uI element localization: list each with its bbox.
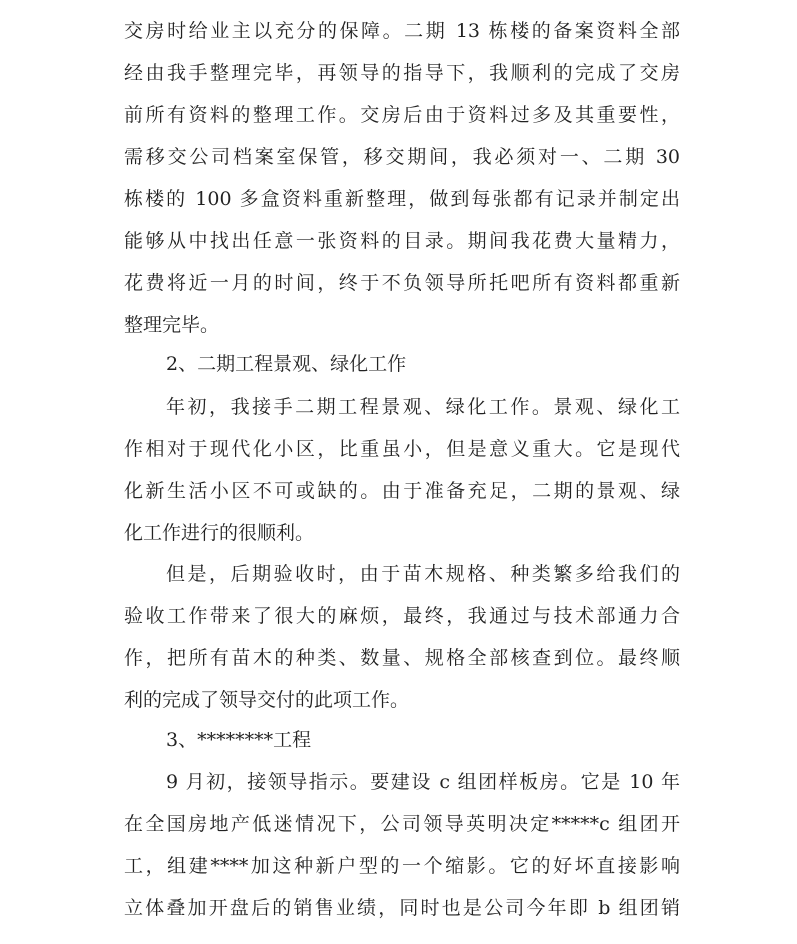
text-line: 需移交公司档案室保管，移交期间，我必须对一、二期 30 — [124, 146, 680, 168]
text-line: 但是，后期验收时，由于苗木规格、种类繁多给我们的 — [166, 563, 680, 585]
text-line: 立体叠加开盘后的销售业绩，同时也是公司今年即 b 组团销 — [124, 897, 680, 919]
text-line: 化工作进行的很顺利。 — [124, 522, 315, 544]
text-line: 利的完成了领导交付的此项工作。 — [124, 689, 410, 711]
text-line: 9 月初，接领导指示。要建设 c 组团样板房。它是 10 年 — [166, 771, 680, 793]
text-line: 作相对于现代化小区，比重虽小，但是意义重大。它是现代 — [124, 438, 680, 460]
text-line: 前所有资料的整理工作。交房后由于资料过多及其重要性， — [124, 104, 680, 126]
text-line: 作，把所有苗木的种类、数量、规格全部核查到位。最终顺 — [124, 647, 680, 669]
text-line: 经由我手整理完毕，再领导的指导下，我顺利的完成了交房 — [124, 62, 680, 84]
text-line: 化新生活小区不可或缺的。由于准备充足，二期的景观、绿 — [124, 480, 680, 502]
text-line: 年初，我接手二期工程景观、绿化工作。景观、绿化工 — [166, 396, 680, 418]
text-line: 交房时给业主以充分的保障。二期 13 栋楼的备案资料全部 — [124, 20, 680, 42]
text-line: 工，组建****加这种新户型的一个缩影。它的好坏直接影响 — [124, 855, 680, 877]
text-line: 能够从中找出任意一张资料的目录。期间我花费大量精力， — [124, 230, 680, 252]
text-line: 整理完毕。 — [124, 314, 220, 336]
text-line: 验收工作带来了很大的麻烦，最终，我通过与技术部通力合 — [124, 605, 680, 627]
document-page — [124, 0, 680, 944]
text-line: 在全国房地产低迷情况下，公司领导英明决定*****c 组团开 — [124, 813, 680, 835]
section-heading: 2、二期工程景观、绿化工作 — [166, 353, 407, 375]
text-line: 栋楼的 100 多盒资料重新整理，做到每张都有记录并制定出 — [124, 188, 680, 210]
section-heading: 3、********工程 — [166, 729, 312, 751]
text-line: 花费将近一月的时间，终于不负领导所托吧所有资料都重新 — [124, 272, 680, 294]
